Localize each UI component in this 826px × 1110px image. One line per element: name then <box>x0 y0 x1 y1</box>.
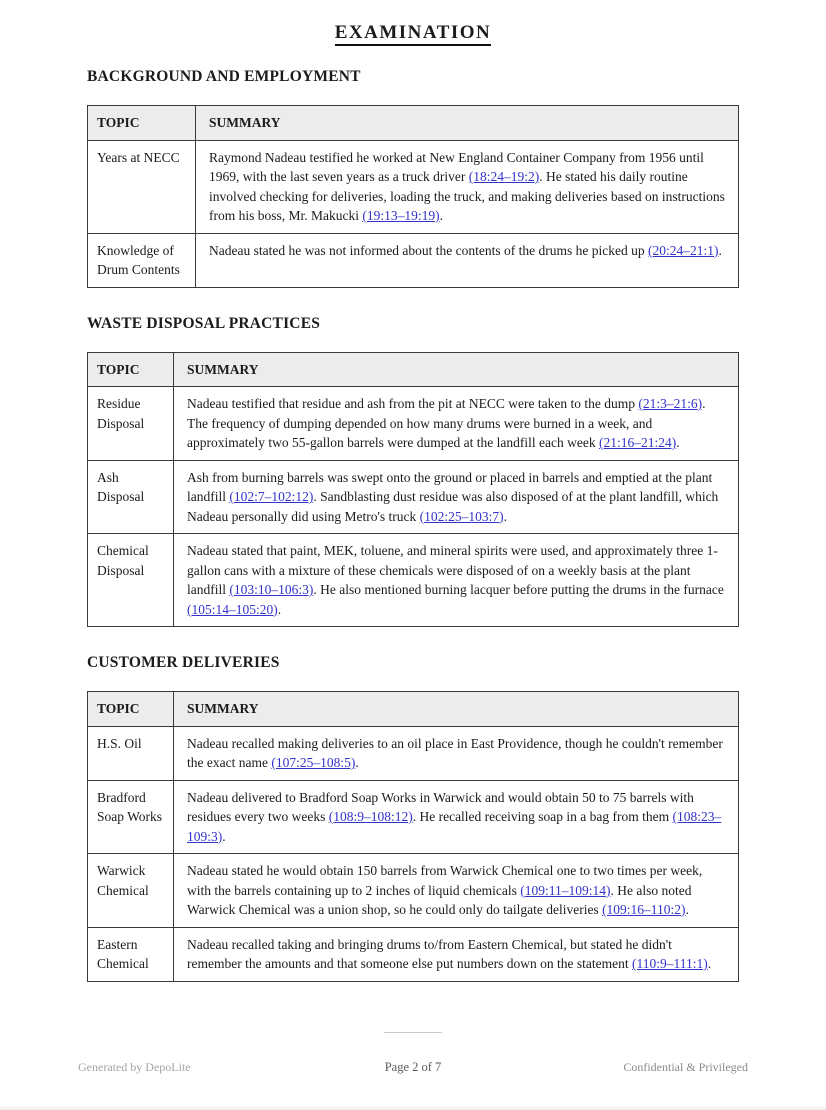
table-row <box>88 387 739 461</box>
summary-column-header: SUMMARY <box>174 692 739 727</box>
transcript-citation-link[interactable]: (102:7–102:12) <box>229 489 314 504</box>
transcript-citation-link[interactable]: (18:24–19:2) <box>468 169 540 184</box>
sections <box>87 68 739 982</box>
footer-divider <box>384 1032 442 1033</box>
transcript-citation-link[interactable]: (109:11–109:14) <box>520 882 611 898</box>
table-header-row <box>88 692 739 727</box>
summary-cell <box>174 460 739 534</box>
summary-text: Nadeau testified that residue and ash from the pit at NECC were taken to the dump <box>187 396 639 411</box>
summary-text: . <box>676 435 680 450</box>
section-customer-deliveries <box>87 654 739 982</box>
footer-generator-credit: Generated by DepoLite <box>78 1060 191 1074</box>
transcript-citation-link[interactable]: (21:3–21:6) <box>638 396 703 411</box>
topic-cell: Residue Disposal <box>88 387 174 461</box>
summary-text: . He recalled receiving soap in a bag from them <box>412 809 673 824</box>
section-heading: BACKGROUND AND EMPLOYMENT <box>87 68 361 85</box>
summary-table <box>87 352 739 628</box>
summary-text: . <box>355 755 359 770</box>
transcript-citation-link[interactable]: (107:25–108:5) <box>271 755 356 770</box>
summary-text: . <box>277 601 282 617</box>
summary-text: . He also mentioned burning lacquer before putting the drums in the furnace <box>313 582 724 597</box>
summary-text: Nadeau stated he would obtain 150 barrels from Warwick Chemical one to two times per week, with the barrels containing up to 2 inches of liquid chemicals <box>187 863 703 898</box>
transcript-citation-link[interactable]: (105:14–105:20) <box>187 601 278 617</box>
page-footer <box>0 1060 826 1075</box>
summary-cell <box>196 140 739 233</box>
transcript-citation-link[interactable]: (108:9–108:12) <box>328 809 413 824</box>
summary-table <box>87 105 739 288</box>
summary-cell <box>174 854 739 928</box>
table-row <box>88 780 739 854</box>
table-row <box>88 726 739 780</box>
topic-column-header: TOPIC <box>88 692 174 727</box>
topic-cell: Years at NECC <box>88 140 196 233</box>
transcript-citation-link[interactable]: (108:23–109:3) <box>187 809 722 844</box>
summary-text: . <box>685 902 689 917</box>
table-header-row <box>88 352 739 387</box>
summary-text: . <box>503 508 508 524</box>
summary-text: . He stated his daily routine involved checking for deliveries, loading the truck, and making deliveries based on instructions from his boss, Mr. Makucki <box>209 169 725 223</box>
table-row <box>88 233 739 287</box>
topic-cell: H.S. Oil <box>88 726 174 780</box>
summary-text: . The frequency of dumping depended on how many drums were burned in a week, and approximately two 55-gallon barrels were dumped at the landfill each week <box>187 396 706 450</box>
table-row <box>88 927 739 981</box>
summary-cell <box>174 780 739 854</box>
summary-text: . <box>222 828 226 844</box>
transcript-citation-link[interactable]: (110:9–111:1) <box>632 956 708 971</box>
summary-text: . <box>707 956 712 971</box>
topic-column-header: TOPIC <box>88 106 196 141</box>
summary-text: Nadeau stated he was not informed about the contents of the drums he picked up <box>209 242 649 258</box>
table-row <box>88 534 739 627</box>
summary-cell <box>196 233 739 287</box>
summary-column-header: SUMMARY <box>196 106 739 141</box>
summary-text: Nadeau delivered to Bradford Soap Works in Warwick and would obtain 50 to 75 barrels with residues every two weeks <box>187 789 694 824</box>
summary-cell <box>174 726 739 780</box>
topic-cell: Eastern Chemical <box>88 927 174 981</box>
section-heading: CUSTOMER DELIVERIES <box>87 654 280 671</box>
table-row <box>88 460 739 534</box>
document-title: EXAMINATION <box>87 22 739 44</box>
summary-text: . <box>439 208 443 223</box>
summary-text: Raymond Nadeau testified he worked at New England Container Company from 1956 until 1969, with the last seven years as a truck driver <box>209 149 704 184</box>
topic-cell: Warwick Chemical <box>88 854 174 928</box>
transcript-citation-link[interactable]: (102:25–103:7) <box>419 508 504 524</box>
summary-table <box>87 691 739 982</box>
transcript-citation-link[interactable]: (19:13–19:19) <box>362 208 440 223</box>
summary-text: Ash from burning barrels was swept onto the ground or placed in barrels and emptied at the plant landfill <box>187 469 713 504</box>
topic-cell: Chemical Disposal <box>88 534 174 627</box>
transcript-citation-link[interactable]: (21:16–21:24) <box>598 435 677 450</box>
summary-cell <box>174 927 739 981</box>
table-row <box>88 140 739 233</box>
page-bottom-edge <box>0 1105 826 1110</box>
topic-cell: Bradford Soap Works <box>88 780 174 854</box>
summary-text: . <box>718 242 722 258</box>
summary-text: Nadeau recalled taking and bringing drums to/from Eastern Chemical, but stated he didn't remember the amounts and that someone else put numbers down on the statement <box>187 936 672 971</box>
summary-cell <box>174 387 739 461</box>
topic-cell: Ash Disposal <box>88 460 174 534</box>
summary-text: Nadeau stated that paint, MEK, toluene, and mineral spirits were used, and approximately three 1-gallon cans with a mixture of these chemicals were disposed of on a weekly basis at the plant landfill <box>187 543 718 597</box>
transcript-citation-link[interactable]: (20:24–21:1) <box>648 242 719 258</box>
footer-page-number: Page 2 of 7 <box>384 1060 442 1074</box>
table-header-row <box>88 106 739 141</box>
transcript-citation-link[interactable]: (109:16–110:2) <box>602 902 686 917</box>
section-background-and-employment <box>87 68 739 288</box>
topic-column-header: TOPIC <box>88 352 174 387</box>
transcript-citation-link[interactable]: (103:10–106:3) <box>229 582 314 597</box>
summary-text: Nadeau recalled making deliveries to an oil place in East Providence, though he couldn't remember the exact name <box>187 735 723 770</box>
section-heading: WASTE DISPOSAL PRACTICES <box>87 314 321 332</box>
summary-text: . He also noted Warwick Chemical was a union shop, so he could only do tailgate deliveries <box>187 882 692 917</box>
table-row <box>88 854 739 928</box>
topic-cell: Knowledge of Drum Contents <box>88 233 196 287</box>
summary-column-header: SUMMARY <box>174 352 739 387</box>
footer-confidentiality-notice: Confidential & Privileged <box>623 1060 748 1074</box>
summary-cell <box>174 534 739 627</box>
summary-text: . Sandblasting dust residue was also disposed of at the plant landfill, which Nadeau personally did using Metro's truck <box>187 489 719 524</box>
section-waste-disposal-practices <box>87 315 739 628</box>
